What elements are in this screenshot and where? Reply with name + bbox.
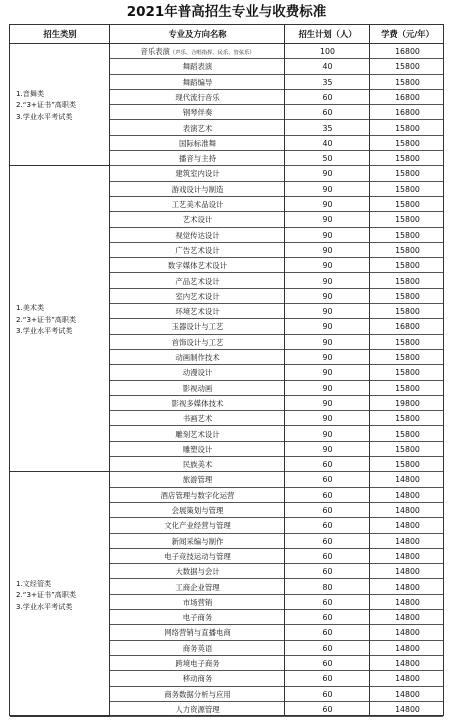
header-plan: 招生计划（人） <box>298 29 357 39</box>
major-name: 会展策划与管理 <box>171 506 224 515</box>
major-name: 文化产业经营与管理 <box>164 521 231 531</box>
major-name: 广告艺术设计 <box>175 245 220 255</box>
enrollment-plan-cell: 60 <box>322 536 333 546</box>
tuition-fee-cell: 14800 <box>395 536 420 546</box>
tuition-fee-cell: 15800 <box>395 414 420 424</box>
category-group <box>10 44 110 166</box>
table-row <box>110 212 443 227</box>
major-name-cell <box>110 212 285 227</box>
table-row <box>110 381 443 396</box>
category-line: 1.音舞类 <box>16 88 45 98</box>
major-name: 跨境电子商务 <box>175 659 220 668</box>
table-row <box>110 304 443 319</box>
enrollment-plan-cell: 60 <box>322 551 333 561</box>
major-name: 音乐表演 <box>140 47 170 56</box>
table-row <box>110 90 443 105</box>
major-name-cell <box>110 182 285 197</box>
major-name: 书画艺术 <box>182 414 213 424</box>
enrollment-plan-cell: 90 <box>322 307 333 317</box>
tuition-fee-cell: 14800 <box>395 567 420 577</box>
table-row <box>110 595 443 610</box>
major-name: 雕刻艺术设计 <box>175 429 220 439</box>
major-name-cell <box>110 472 285 487</box>
major-name-cell <box>110 671 285 686</box>
tuition-fee-cell: 14800 <box>395 613 420 623</box>
enrollment-plan-cell: 90 <box>322 291 333 301</box>
enrollment-plan-cell: 60 <box>322 659 333 668</box>
tuition-fee-cell: 14800 <box>395 490 420 500</box>
major-name-cell <box>110 595 285 610</box>
table-row <box>110 641 443 656</box>
tuition-fee-cell: 15800 <box>395 154 420 164</box>
major-name-cell <box>110 335 285 350</box>
major-name-cell <box>110 625 285 640</box>
tuition-fee-cell: 19800 <box>395 398 420 408</box>
major-name-cell <box>110 136 285 151</box>
major-name: 网络营销与直播电商 <box>164 628 231 638</box>
category-line: 3.学业水平考试类 <box>16 601 73 611</box>
enrollment-plan-cell: 35 <box>322 77 333 87</box>
category-label <box>16 88 76 123</box>
table-row <box>110 228 443 243</box>
tuition-fee-cell: 14800 <box>395 475 420 485</box>
major-name: 钢琴伴奏 <box>182 108 213 118</box>
major-name: 商务数据分析与应用 <box>164 689 231 699</box>
major-name-cell <box>110 534 285 549</box>
major-name-cell <box>110 121 285 136</box>
header-category: 招生类别 <box>43 29 77 39</box>
category-group <box>10 166 110 472</box>
major-name: 建筑室内设计 <box>175 169 220 179</box>
major-name-cell <box>110 381 285 396</box>
enrollment-plan-cell: 60 <box>322 108 333 118</box>
table-row <box>110 564 443 579</box>
tuition-fee-cell: 15800 <box>395 307 420 317</box>
tuition-fee-cell: 15800 <box>395 368 420 378</box>
enrollment-plan-cell: 35 <box>322 123 333 133</box>
category-group <box>10 472 110 717</box>
table-row <box>110 151 443 166</box>
major-name: 大数据与会计 <box>175 567 220 577</box>
table-row <box>110 411 443 426</box>
major-name-cell <box>110 457 285 472</box>
enrollment-plan-cell: 90 <box>322 230 333 240</box>
enrollment-plan-cell: 60 <box>322 704 333 714</box>
tuition-fee-cell: 15800 <box>395 261 420 271</box>
tuition-fee-cell: 14800 <box>395 704 420 714</box>
column-divider <box>369 25 370 715</box>
major-name-cell <box>110 549 285 564</box>
major-name-cell <box>110 488 285 503</box>
tuition-fee-cell: 14800 <box>395 674 420 684</box>
table-row <box>110 472 443 487</box>
tuition-fee-cell: 15800 <box>395 337 420 347</box>
table-row <box>110 121 443 136</box>
major-name-cell <box>110 518 285 533</box>
major-name-cell <box>110 258 285 273</box>
tuition-fee-cell: 15800 <box>395 77 420 87</box>
tuition-fee-cell: 15800 <box>395 230 420 240</box>
major-name: 电子竞技运动与管理 <box>164 551 231 561</box>
category-label <box>16 578 76 613</box>
table-row <box>110 59 443 74</box>
major-name-cell <box>110 702 285 717</box>
major-name: 酒店管理与数字化运营 <box>160 490 235 500</box>
table-row <box>110 656 443 671</box>
category-line: 3.学业水平考试类 <box>16 326 73 336</box>
tuition-fee-cell: 16800 <box>395 92 420 102</box>
enrollment-plan-cell: 40 <box>322 62 333 72</box>
major-name-cell <box>110 304 285 319</box>
enrollment-plan-cell: 90 <box>322 322 333 332</box>
table-row <box>110 274 443 289</box>
enrollment-plan-cell: 90 <box>322 444 333 454</box>
major-name: 环境艺术设计 <box>175 307 220 317</box>
enrollment-plan-cell: 90 <box>322 414 333 424</box>
enrollment-plan-cell: 90 <box>322 245 333 255</box>
table-row <box>110 442 443 457</box>
major-name-cell <box>110 396 285 411</box>
major-name: 国际标准舞 <box>179 138 216 148</box>
enrollment-plan-cell: 50 <box>322 154 333 164</box>
major-name: 商务英语 <box>182 643 213 653</box>
major-name-cell <box>110 365 285 380</box>
major-name: 雕塑设计 <box>182 444 213 454</box>
enrollment-plan-cell: 60 <box>322 628 333 638</box>
table-row <box>110 671 443 686</box>
enrollment-plan-cell: 60 <box>322 506 333 515</box>
table-row <box>110 488 443 503</box>
category-line: 1.文经管类 <box>16 578 52 588</box>
category-line: 2.“3+证书”高职类 <box>16 590 77 600</box>
table-row <box>110 427 443 442</box>
major-name-cell <box>110 564 285 579</box>
table-row <box>110 75 443 90</box>
tuition-fee-cell: 16800 <box>395 108 420 118</box>
table-row <box>110 335 443 350</box>
table-row <box>110 44 443 59</box>
tuition-fee-cell: 15800 <box>395 353 420 362</box>
major-name: 产品艺术设计 <box>175 276 220 286</box>
major-name-cell <box>110 656 285 671</box>
enrollment-plan-cell: 90 <box>322 337 333 347</box>
table-row <box>110 258 443 273</box>
admissions-table <box>9 24 444 716</box>
enrollment-plan-cell: 60 <box>322 490 333 500</box>
major-name: 影视动画 <box>182 383 213 393</box>
major-name: 市场营销 <box>182 597 213 607</box>
major-name: 工商企业管理 <box>175 582 220 592</box>
major-name: 动漫设计 <box>182 368 213 378</box>
major-name: 玉器设计与工艺 <box>171 322 224 332</box>
table-row <box>110 580 443 595</box>
major-name: 动画制作技术 <box>175 353 220 362</box>
enrollment-plan-cell: 90 <box>322 353 333 362</box>
table-row <box>110 182 443 197</box>
tuition-fee-cell: 14800 <box>395 551 420 561</box>
major-name: 首饰设计与工艺 <box>171 337 224 347</box>
major-name-cell <box>110 641 285 656</box>
major-name: 电子商务 <box>182 613 213 623</box>
enrollment-plan-cell: 60 <box>322 597 333 607</box>
enrollment-plan-cell: 60 <box>322 567 333 577</box>
tuition-fee-cell: 15800 <box>395 184 420 194</box>
enrollment-plan-cell: 90 <box>322 368 333 378</box>
table-row <box>110 702 443 717</box>
major-name-cell <box>110 289 285 304</box>
table-row <box>110 166 443 181</box>
major-name-cell <box>110 151 285 166</box>
major-name-cell <box>110 350 285 365</box>
tuition-fee-cell: 15800 <box>395 383 420 393</box>
table-row <box>110 534 443 549</box>
enrollment-plan-cell: 90 <box>322 200 333 209</box>
tuition-fee-cell: 15800 <box>395 138 420 148</box>
enrollment-plan-cell: 60 <box>322 689 333 699</box>
major-name-cell <box>110 197 285 212</box>
enrollment-plan-cell: 90 <box>322 261 333 271</box>
tuition-fee-cell: 16800 <box>395 322 420 332</box>
major-name-cell <box>110 427 285 442</box>
enrollment-plan-cell: 90 <box>322 429 333 439</box>
table-row <box>110 136 443 151</box>
table-row <box>110 289 443 304</box>
major-name: 新闻采编与制作 <box>171 536 224 546</box>
major-name: 视觉传达设计 <box>175 230 220 240</box>
category-line: 1.美术类 <box>16 303 45 313</box>
major-name: 移动商务 <box>182 674 213 684</box>
major-name-cell <box>110 166 285 181</box>
major-name-cell <box>110 90 285 105</box>
tuition-fee-cell: 15800 <box>395 291 420 301</box>
category-label <box>16 302 76 337</box>
major-name-cell <box>110 44 285 59</box>
enrollment-plan-cell: 60 <box>322 475 333 485</box>
tuition-fee-cell: 14800 <box>395 689 420 699</box>
header-major: 专业及方向名称 <box>168 29 227 39</box>
major-name: 民族美术 <box>182 460 213 470</box>
enrollment-plan-cell: 90 <box>322 383 333 393</box>
tuition-fee-cell: 15800 <box>395 215 420 225</box>
column-divider <box>109 25 110 715</box>
major-name: 室内艺术设计 <box>175 291 220 301</box>
tuition-fee-cell: 14800 <box>395 597 420 607</box>
major-name: 舞蹈表演 <box>182 62 213 72</box>
enrollment-plan-cell: 60 <box>322 674 333 684</box>
tuition-fee-cell: 15800 <box>395 276 420 286</box>
tuition-fee-cell: 14800 <box>395 582 420 592</box>
enrollment-plan-cell: 60 <box>322 643 333 653</box>
category-line: 2.“3+证书”高职类 <box>16 100 77 110</box>
table-row <box>110 457 443 472</box>
enrollment-plan-cell: 90 <box>322 398 333 408</box>
tuition-fee-cell: 15800 <box>395 245 420 255</box>
major-name-cell <box>110 105 285 120</box>
major-name-cell <box>110 687 285 702</box>
tuition-fee-cell: 15800 <box>395 460 420 470</box>
enrollment-plan-cell: 90 <box>322 184 333 194</box>
major-name-cell <box>110 411 285 426</box>
major-name-cell <box>110 319 285 334</box>
major-note: （声乐、合唱指挥、民乐、管弦乐） <box>169 50 255 56</box>
table-row <box>110 365 443 380</box>
enrollment-plan-cell: 90 <box>322 276 333 286</box>
major-name: 游戏设计与制造 <box>171 184 224 194</box>
major-name-cell <box>110 59 285 74</box>
table-row <box>110 243 443 258</box>
table-row <box>110 350 443 365</box>
table-header <box>10 25 443 44</box>
tuition-fee-cell: 14800 <box>395 521 420 531</box>
enrollment-plan-cell: 90 <box>322 215 333 225</box>
major-name: 现代流行音乐 <box>175 92 220 102</box>
table-row <box>110 610 443 625</box>
tuition-fee-cell: 16800 <box>395 47 420 56</box>
category-line: 2.“3+证书”高职类 <box>16 314 77 324</box>
enrollment-plan-cell: 90 <box>322 169 333 179</box>
column-divider <box>284 25 285 715</box>
major-name: 人力资源管理 <box>175 704 220 714</box>
tuition-fee-cell: 15800 <box>395 62 420 72</box>
enrollment-plan-cell: 60 <box>322 460 333 470</box>
tuition-fee-cell: 15800 <box>395 429 420 439</box>
table-row <box>110 687 443 702</box>
table-row <box>110 396 443 411</box>
tuition-fee-cell: 14800 <box>395 628 420 638</box>
major-name: 播音与主持 <box>179 154 216 164</box>
table-row <box>110 197 443 212</box>
page-title: 2021年普高招生专业与收费标准 <box>126 4 327 20</box>
table-row <box>110 625 443 640</box>
tuition-fee-cell: 15800 <box>395 444 420 454</box>
major-name-cell <box>110 442 285 457</box>
enrollment-plan-cell: 80 <box>322 582 333 592</box>
major-name-cell <box>110 243 285 258</box>
enrollment-plan-cell: 60 <box>322 521 333 531</box>
tuition-fee-cell: 14800 <box>395 659 420 668</box>
major-name: 工艺美术品设计 <box>171 200 224 209</box>
major-name: 艺术设计 <box>182 215 213 225</box>
major-name: 表演艺术 <box>182 123 213 133</box>
tuition-fee-cell: 15800 <box>395 200 420 209</box>
major-name: 影视多媒体技术 <box>171 398 224 408</box>
major-name-cell <box>110 75 285 90</box>
header-fee: 学费（元/年） <box>381 29 434 39</box>
category-line: 3.学业水平考试类 <box>16 111 73 121</box>
enrollment-plan-cell: 100 <box>320 47 335 56</box>
major-name-cell <box>110 580 285 595</box>
enrollment-plan-cell: 60 <box>322 613 333 623</box>
major-name-cell <box>110 503 285 518</box>
table-row <box>110 319 443 334</box>
major-name-cell <box>110 274 285 289</box>
major-name: 数字媒体艺术设计 <box>167 261 228 271</box>
tuition-fee-cell: 14800 <box>395 506 420 515</box>
enrollment-plan-cell: 60 <box>322 92 333 102</box>
major-name: 旅游管理 <box>182 475 213 485</box>
tuition-fee-cell: 15800 <box>395 169 420 179</box>
table-row <box>110 105 443 120</box>
table-row <box>110 518 443 533</box>
table-row <box>110 549 443 564</box>
tuition-fee-cell: 15800 <box>395 123 420 133</box>
major-name-cell <box>110 228 285 243</box>
table-row <box>110 503 443 518</box>
enrollment-plan-cell: 40 <box>322 138 333 148</box>
tuition-fee-cell: 14800 <box>395 643 420 653</box>
major-name-cell <box>110 610 285 625</box>
major-name: 舞蹈编导 <box>182 77 213 87</box>
